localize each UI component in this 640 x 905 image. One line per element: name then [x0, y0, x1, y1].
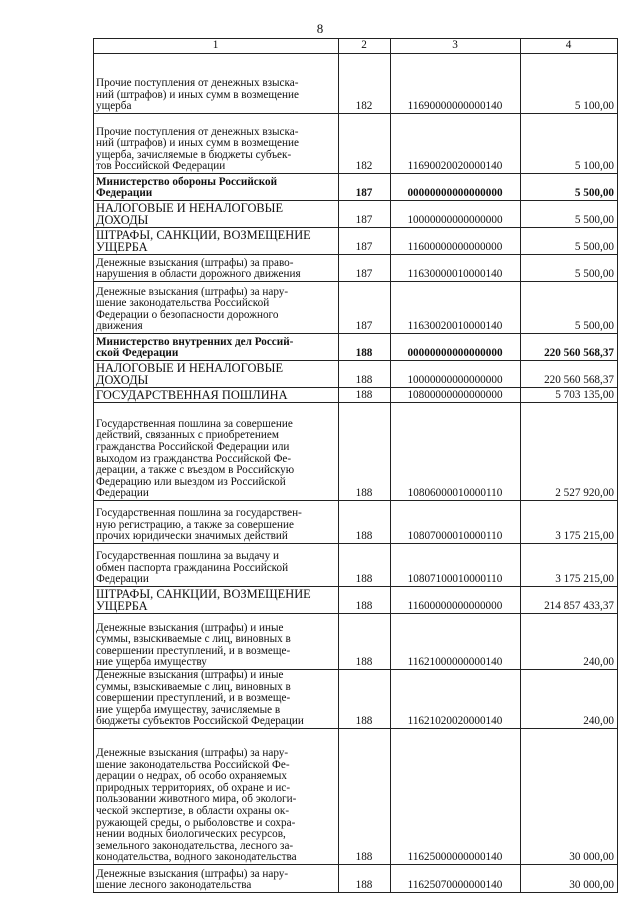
row-code-cell: 187 [339, 201, 391, 228]
table-row [94, 403, 618, 501]
row-code-cell: 187 [339, 255, 391, 282]
row-name-line: нении водных биологических ресурсов, [96, 828, 286, 841]
row-code-cell: 187 [339, 282, 391, 334]
row-amount-cell: 214 857 433,37 [521, 587, 618, 614]
table-header-row [94, 39, 618, 54]
row-name-cell [94, 587, 339, 614]
row-amount-cell: 5 100,00 [521, 114, 618, 174]
row-name-line: Государственная пошлина за совершение [96, 417, 293, 430]
row-amount-cell: 220 560 568,37 [521, 334, 618, 361]
page-number: 8 [316, 21, 324, 36]
row-kbk-cell: 11625070000000140 [391, 864, 521, 892]
row-code-cell: 188 [339, 388, 391, 403]
table-row [94, 201, 618, 228]
row-code-cell: 187 [339, 174, 391, 201]
row-name-cell [94, 174, 339, 201]
row-name-line: пользовании животного мира, об экологи- [96, 793, 297, 806]
table-row [94, 54, 618, 114]
row-code-cell: 188 [339, 864, 391, 892]
row-name-line: суммы, взыскиваемые с лиц, виновных в [96, 633, 291, 646]
row-name-line: прочих юридически значимых действий [96, 530, 288, 543]
row-amount-cell: 5 500,00 [521, 228, 618, 255]
row-amount-cell: 5 500,00 [521, 255, 618, 282]
row-name-cell [94, 255, 339, 282]
row-name-line: суммы, взыскиваемые с лиц, виновных в [96, 680, 291, 693]
table-body [94, 54, 618, 893]
row-name-line: Федерации [96, 573, 149, 586]
row-name-cell [94, 614, 339, 670]
row-kbk-cell: 11621020020000140 [391, 670, 521, 729]
row-name-line: бюджеты субъектов Российской Федерации [96, 715, 304, 728]
row-kbk-cell: 10807100010000110 [391, 544, 521, 587]
row-name-line: ние ущерба имуществу, зачисляемые в [96, 703, 281, 716]
row-amount-cell: 3 175 215,00 [521, 544, 618, 587]
row-name-line: ущерба, зачисляемые в бюджеты субъек- [96, 148, 292, 161]
row-name-line: ний (штрафов) и иных сумм в возмещение [96, 137, 299, 150]
row-name-line: НАЛОГОВЫЕ И НЕНАЛОГОВЫЕ [96, 200, 284, 215]
row-name-line: природных территориях, об охране и ис- [96, 781, 291, 794]
table-row [94, 501, 618, 544]
row-name-line: Государственная пошлина за государствен- [96, 507, 302, 520]
row-code-cell: 188 [339, 670, 391, 729]
row-name-line: совершении преступлений, и в возмеще- [96, 644, 291, 657]
row-name-cell [94, 670, 339, 729]
row-name-line: Денежные взыскания (штрафы) за нару- [96, 747, 289, 760]
row-name-line: совершении преступлений, и в возмеще- [96, 692, 291, 705]
row-amount-cell: 220 560 568,37 [521, 361, 618, 388]
row-name-line: НАЛОГОВЫЕ И НЕНАЛОГОВЫЕ [96, 360, 284, 375]
row-kbk-cell: 10807000010000110 [391, 501, 521, 544]
row-name-cell [94, 334, 339, 361]
row-kbk-cell: 10800000000000000 [391, 388, 521, 403]
row-name-line: действий, связанных с приобретением [96, 429, 279, 442]
row-amount-cell: 30 000,00 [521, 864, 618, 892]
row-name-line: ний (штрафов) и иных сумм в возмещение [96, 88, 299, 101]
row-name-line: ШТРАФЫ, САНКЦИИ, ВОЗМЕЩЕНИЕ [96, 227, 311, 242]
row-name-cell [94, 228, 339, 255]
row-amount-cell: 5 500,00 [521, 282, 618, 334]
row-name-line: ущерба [96, 100, 132, 113]
row-amount-cell: 3 175 215,00 [521, 501, 618, 544]
row-name-line: Денежные взыскания (штрафы) за нару- [96, 285, 289, 298]
table-row [94, 388, 618, 403]
table-row [94, 670, 618, 729]
row-name-cell [94, 544, 339, 587]
row-name-line: ГОСУДАРСТВЕННАЯ ПОШЛИНА [96, 388, 288, 403]
row-code-cell: 188 [339, 544, 391, 587]
row-name-line: нарушения в области дорожного движения [96, 268, 301, 281]
row-name-line: выходом из гражданства Российской Фе- [96, 452, 292, 465]
table-row [94, 864, 618, 892]
row-name-line: ружающей среды, о рыболовстве и сохра- [96, 816, 296, 829]
row-kbk-cell: 11600000000000000 [391, 587, 521, 614]
row-name-line: дерации о недрах, об особо охраняемых [96, 770, 287, 783]
row-name-line: Федерации [96, 187, 153, 200]
table-row [94, 228, 618, 255]
row-name-line: ДОХОДЫ [96, 373, 149, 388]
table-row [94, 255, 618, 282]
row-name-cell [94, 361, 339, 388]
table-row [94, 728, 618, 864]
row-name-line: ную регистрацию, а также за совершение [96, 518, 294, 531]
row-kbk-cell: 11600000000000000 [391, 228, 521, 255]
row-name-line: конодательства, водного законодательства [96, 851, 297, 864]
row-name-line: Федерацию или выездом из Российской [96, 475, 286, 488]
row-name-cell [94, 114, 339, 174]
row-name-line: Министерство внутренних дел Россий- [96, 335, 294, 348]
row-amount-cell: 5 100,00 [521, 54, 618, 114]
row-name-line: Федерации о безопасности дорожного [96, 308, 279, 321]
row-code-cell: 188 [339, 334, 391, 361]
row-name-line: Министерство обороны Российской [96, 175, 278, 188]
row-code-cell: 188 [339, 614, 391, 670]
budget-table [93, 38, 618, 893]
header-col-3: 3 [391, 39, 521, 54]
row-name-cell [94, 54, 339, 114]
table-row [94, 174, 618, 201]
row-code-cell: 188 [339, 501, 391, 544]
table-row [94, 361, 618, 388]
table-row [94, 614, 618, 670]
row-code-cell: 187 [339, 228, 391, 255]
row-amount-cell: 5 500,00 [521, 201, 618, 228]
row-amount-cell: 5 703 135,00 [521, 388, 618, 403]
row-name-line: земельного законодательства, лесного за- [96, 839, 294, 852]
row-amount-cell: 240,00 [521, 614, 618, 670]
row-name-line: Прочие поступления от денежных взыска- [96, 77, 299, 90]
row-code-cell: 188 [339, 587, 391, 614]
row-name-cell [94, 282, 339, 334]
header-col-2: 2 [339, 39, 391, 54]
row-kbk-cell: 10000000000000000 [391, 361, 521, 388]
row-code-cell: 188 [339, 361, 391, 388]
row-name-cell [94, 388, 339, 403]
row-kbk-cell: 11621000000000140 [391, 614, 521, 670]
row-name-line: шение законодательства Российской [96, 297, 270, 310]
row-name-line: Федерации [96, 487, 149, 500]
row-kbk-cell: 10806000010000110 [391, 403, 521, 501]
row-name-line: Прочие поступления от денежных взыска- [96, 125, 299, 138]
row-name-line: дерации, а также с въездом в Российскую [96, 464, 295, 477]
row-amount-cell: 30 000,00 [521, 728, 618, 864]
table-row [94, 282, 618, 334]
table-row [94, 114, 618, 174]
row-code-cell: 182 [339, 54, 391, 114]
row-name-line: УЩЕРБА [96, 240, 148, 255]
row-name-cell [94, 201, 339, 228]
row-kbk-cell: 11690020020000140 [391, 114, 521, 174]
row-name-line: ние ущерба имуществу [96, 656, 207, 669]
row-name-line: обмен паспорта гражданина Российской [96, 561, 289, 574]
row-name-cell [94, 501, 339, 544]
table-row [94, 544, 618, 587]
table-row [94, 587, 618, 614]
table-row [94, 334, 618, 361]
row-kbk-cell: 00000000000000000 [391, 174, 521, 201]
header-col-4: 4 [521, 39, 618, 54]
row-kbk-cell: 10000000000000000 [391, 201, 521, 228]
row-name-line: ской Федерации [96, 347, 179, 360]
row-code-cell: 182 [339, 114, 391, 174]
row-name-line: Денежные взыскания (штрафы) за право- [96, 256, 294, 269]
row-kbk-cell: 11690000000000140 [391, 54, 521, 114]
row-name-line: тов Российской Федерации [96, 160, 226, 173]
header-col-1: 1 [94, 39, 339, 54]
row-name-line: ДОХОДЫ [96, 213, 149, 228]
row-kbk-cell: 11625000000000140 [391, 728, 521, 864]
row-kbk-cell: 11630000010000140 [391, 255, 521, 282]
row-name-line: ческой экспертизе, в области охраны ок- [96, 805, 290, 817]
row-name-line: движения [96, 320, 143, 333]
row-name-line: шение законодательства Российской Фе- [96, 758, 290, 771]
row-name-cell [94, 864, 339, 892]
row-name-cell [94, 728, 339, 864]
row-kbk-cell: 00000000000000000 [391, 334, 521, 361]
row-name-line: УЩЕРБА [96, 599, 148, 614]
row-name-cell [94, 403, 339, 501]
row-name-line: Денежные взыскания (штрафы) и иные [96, 621, 284, 634]
row-name-line: шение лесного законодательства [96, 879, 252, 892]
row-name-line: гражданства Российской Федерации или [96, 441, 290, 454]
row-name-line: Денежные взыскания (штрафы) и иные [96, 669, 284, 681]
row-name-line: ШТРАФЫ, САНКЦИИ, ВОЗМЕЩЕНИЕ [96, 586, 311, 601]
row-code-cell: 188 [339, 403, 391, 501]
row-amount-cell: 5 500,00 [521, 174, 618, 201]
row-name-line: Денежные взыскания (штрафы) за нару- [96, 867, 289, 880]
row-code-cell: 188 [339, 728, 391, 864]
row-amount-cell: 2 527 920,00 [521, 403, 618, 501]
row-amount-cell: 240,00 [521, 670, 618, 729]
row-name-line: Государственная пошлина за выдачу и [96, 550, 279, 563]
row-kbk-cell: 11630020010000140 [391, 282, 521, 334]
